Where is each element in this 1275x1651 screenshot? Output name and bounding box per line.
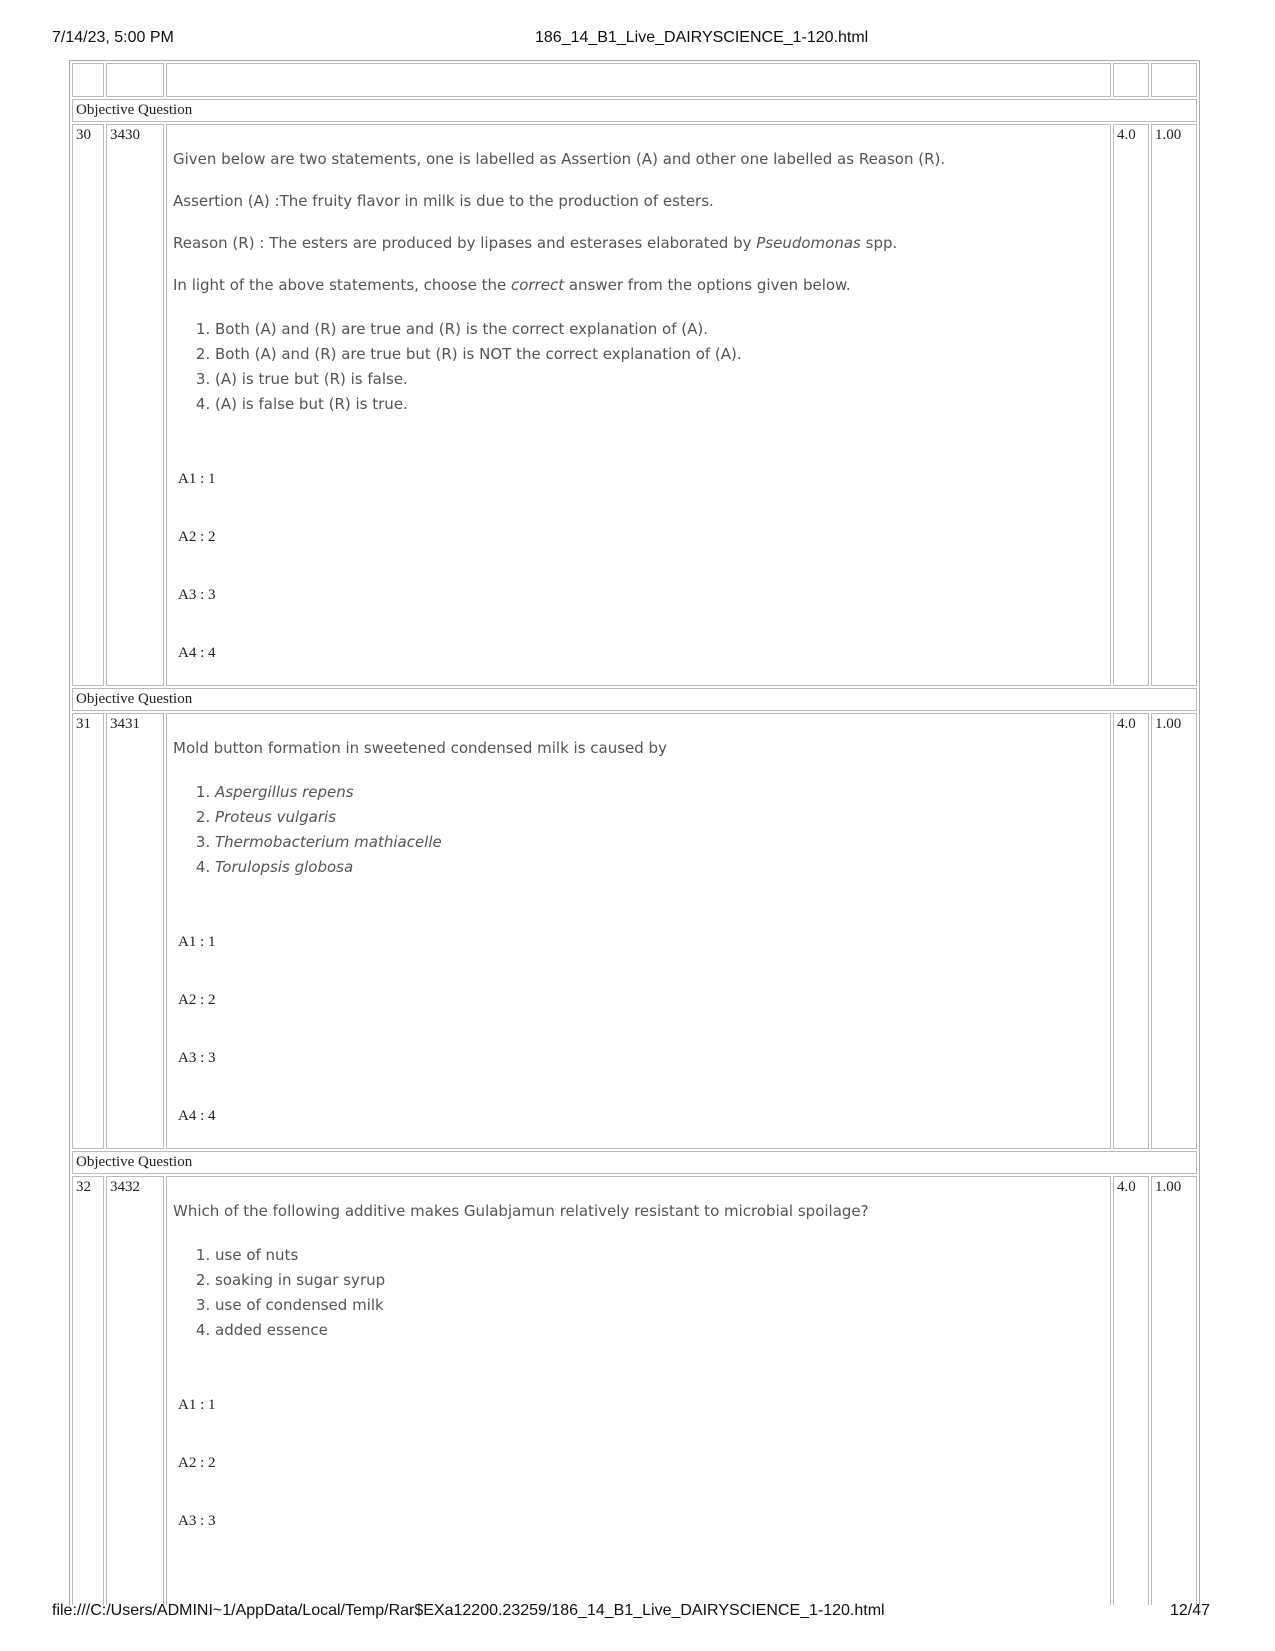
option: [215, 805, 1107, 830]
question-stem: [173, 149, 1107, 417]
marks: 4.0: [1113, 124, 1149, 686]
question-row-31: [72, 713, 1197, 1149]
answer-key: A1 : 1: [178, 1397, 216, 1413]
answer-list: [178, 469, 1107, 671]
option: 2. soaking in sugar syrup: [215, 1268, 1107, 1293]
option: 1. use of nuts: [215, 1243, 1107, 1268]
option: 3. use of condensed milk: [215, 1293, 1107, 1318]
instruction-emphasis: correct: [510, 276, 565, 294]
question-id: 3430: [106, 124, 164, 686]
question-table: [69, 60, 1200, 1605]
prev-question-tail: [72, 63, 1197, 97]
section-label-row: [72, 688, 1197, 711]
instruction-text-end: answer from the options given below.: [564, 276, 851, 294]
question-number: 31: [72, 713, 104, 1149]
options-list: [173, 1243, 1107, 1343]
section-label: Objective Question: [72, 99, 1197, 122]
answer-key: A1 : 1: [178, 471, 216, 487]
option-text: Proteus vulgaris: [215, 808, 337, 826]
question-stem: [173, 1201, 1107, 1343]
stem-paragraph: Mold button formation in sweetened condensed milk is caused by: [173, 739, 667, 757]
answer-key: A4 : 4: [178, 1108, 216, 1124]
answer-list: [178, 1395, 1107, 1605]
negative-marks: 1.00: [1151, 1176, 1197, 1605]
stem-paragraph: Given below are two statements, one is labelled as Assertion (A) and other one labelled as Reason (R).: [173, 150, 946, 168]
option-text: Thermobacterium mathiacelle: [215, 833, 442, 851]
options-list: [173, 317, 1107, 417]
instruction: [173, 275, 1107, 295]
question-stem: [173, 738, 1107, 880]
question-id: 3432: [106, 1176, 164, 1605]
question-row-30: [72, 124, 1197, 686]
question-row-32: [72, 1176, 1197, 1605]
option: [215, 830, 1107, 855]
option-text: Aspergillus repens: [215, 783, 354, 801]
question-body: [166, 1176, 1111, 1605]
answer-key: A2 : 2: [178, 529, 216, 545]
option: 3. (A) is true but (R) is false.: [215, 367, 1107, 392]
negative-marks: 1.00: [1151, 124, 1197, 686]
answer-key: [178, 1569, 1107, 1605]
reason: [173, 233, 1107, 253]
print-datetime: 7/14/23, 5:00 PM: [52, 29, 174, 46]
reason-organism: Pseudomonas: [756, 234, 861, 252]
answer-key: A3 : 3: [178, 1050, 216, 1066]
option: [215, 780, 1107, 805]
answer-list: [178, 932, 1107, 1134]
option: 1. Both (A) and (R) are true and (R) is the correct explanation of (A).: [215, 317, 1107, 342]
print-title: 186_14_B1_Live_DAIRYSCIENCE_1-120.html: [535, 29, 869, 46]
options-list: [173, 780, 1107, 880]
question-body: [166, 713, 1111, 1149]
question-body: [166, 124, 1111, 686]
question-number: 32: [72, 1176, 104, 1605]
answer-key: A2 : 2: [178, 1455, 216, 1471]
answer-key: A2 : 2: [178, 992, 216, 1008]
question-grid: [69, 60, 1200, 1605]
page-number: 12/47: [1170, 1602, 1211, 1619]
option: 2. Both (A) and (R) are true but (R) is NOT the correct explanation of (A).: [215, 342, 1107, 367]
answer-key: A3 : 3: [178, 1513, 216, 1529]
option-text: Torulopsis globosa: [215, 858, 354, 876]
question-number: 30: [72, 124, 104, 686]
option: 4. added essence: [215, 1318, 1107, 1343]
negative-marks: 1.00: [1151, 713, 1197, 1149]
option: 4. (A) is false but (R) is true.: [215, 392, 1107, 417]
answer-key: A3 : 3: [178, 587, 216, 603]
section-label-row: [72, 99, 1197, 122]
option: [215, 855, 1107, 880]
section-label: Objective Question: [72, 1151, 1197, 1174]
instruction-text: In light of the above statements, choose the: [173, 276, 511, 294]
print-file-path: file:///C:/Users/ADMINI~1/AppData/Local/Temp/Rar$EXa12200.23259/186_14_B1_Live_DAIRYSCIENCE_1-120.html: [52, 1602, 885, 1619]
marks: 4.0: [1113, 713, 1149, 1149]
stem-paragraph: Which of the following additive makes Gulabjamun relatively resistant to microbial spoilage?: [173, 1202, 869, 1220]
section-label-row: [72, 1151, 1197, 1174]
question-id: 3431: [106, 713, 164, 1149]
answer-key: A4 : 4: [178, 645, 216, 661]
reason-text-end: spp.: [860, 234, 898, 252]
marks: 4.0: [1113, 1176, 1149, 1605]
section-label: Objective Question: [72, 688, 1197, 711]
reason-text: Reason (R) : The esters are produced by lipases and esterases elaborated by: [173, 234, 757, 252]
answer-key: A1 : 1: [178, 934, 216, 950]
assertion: Assertion (A) :The fruity flavor in milk is due to the production of esters.: [173, 192, 714, 210]
